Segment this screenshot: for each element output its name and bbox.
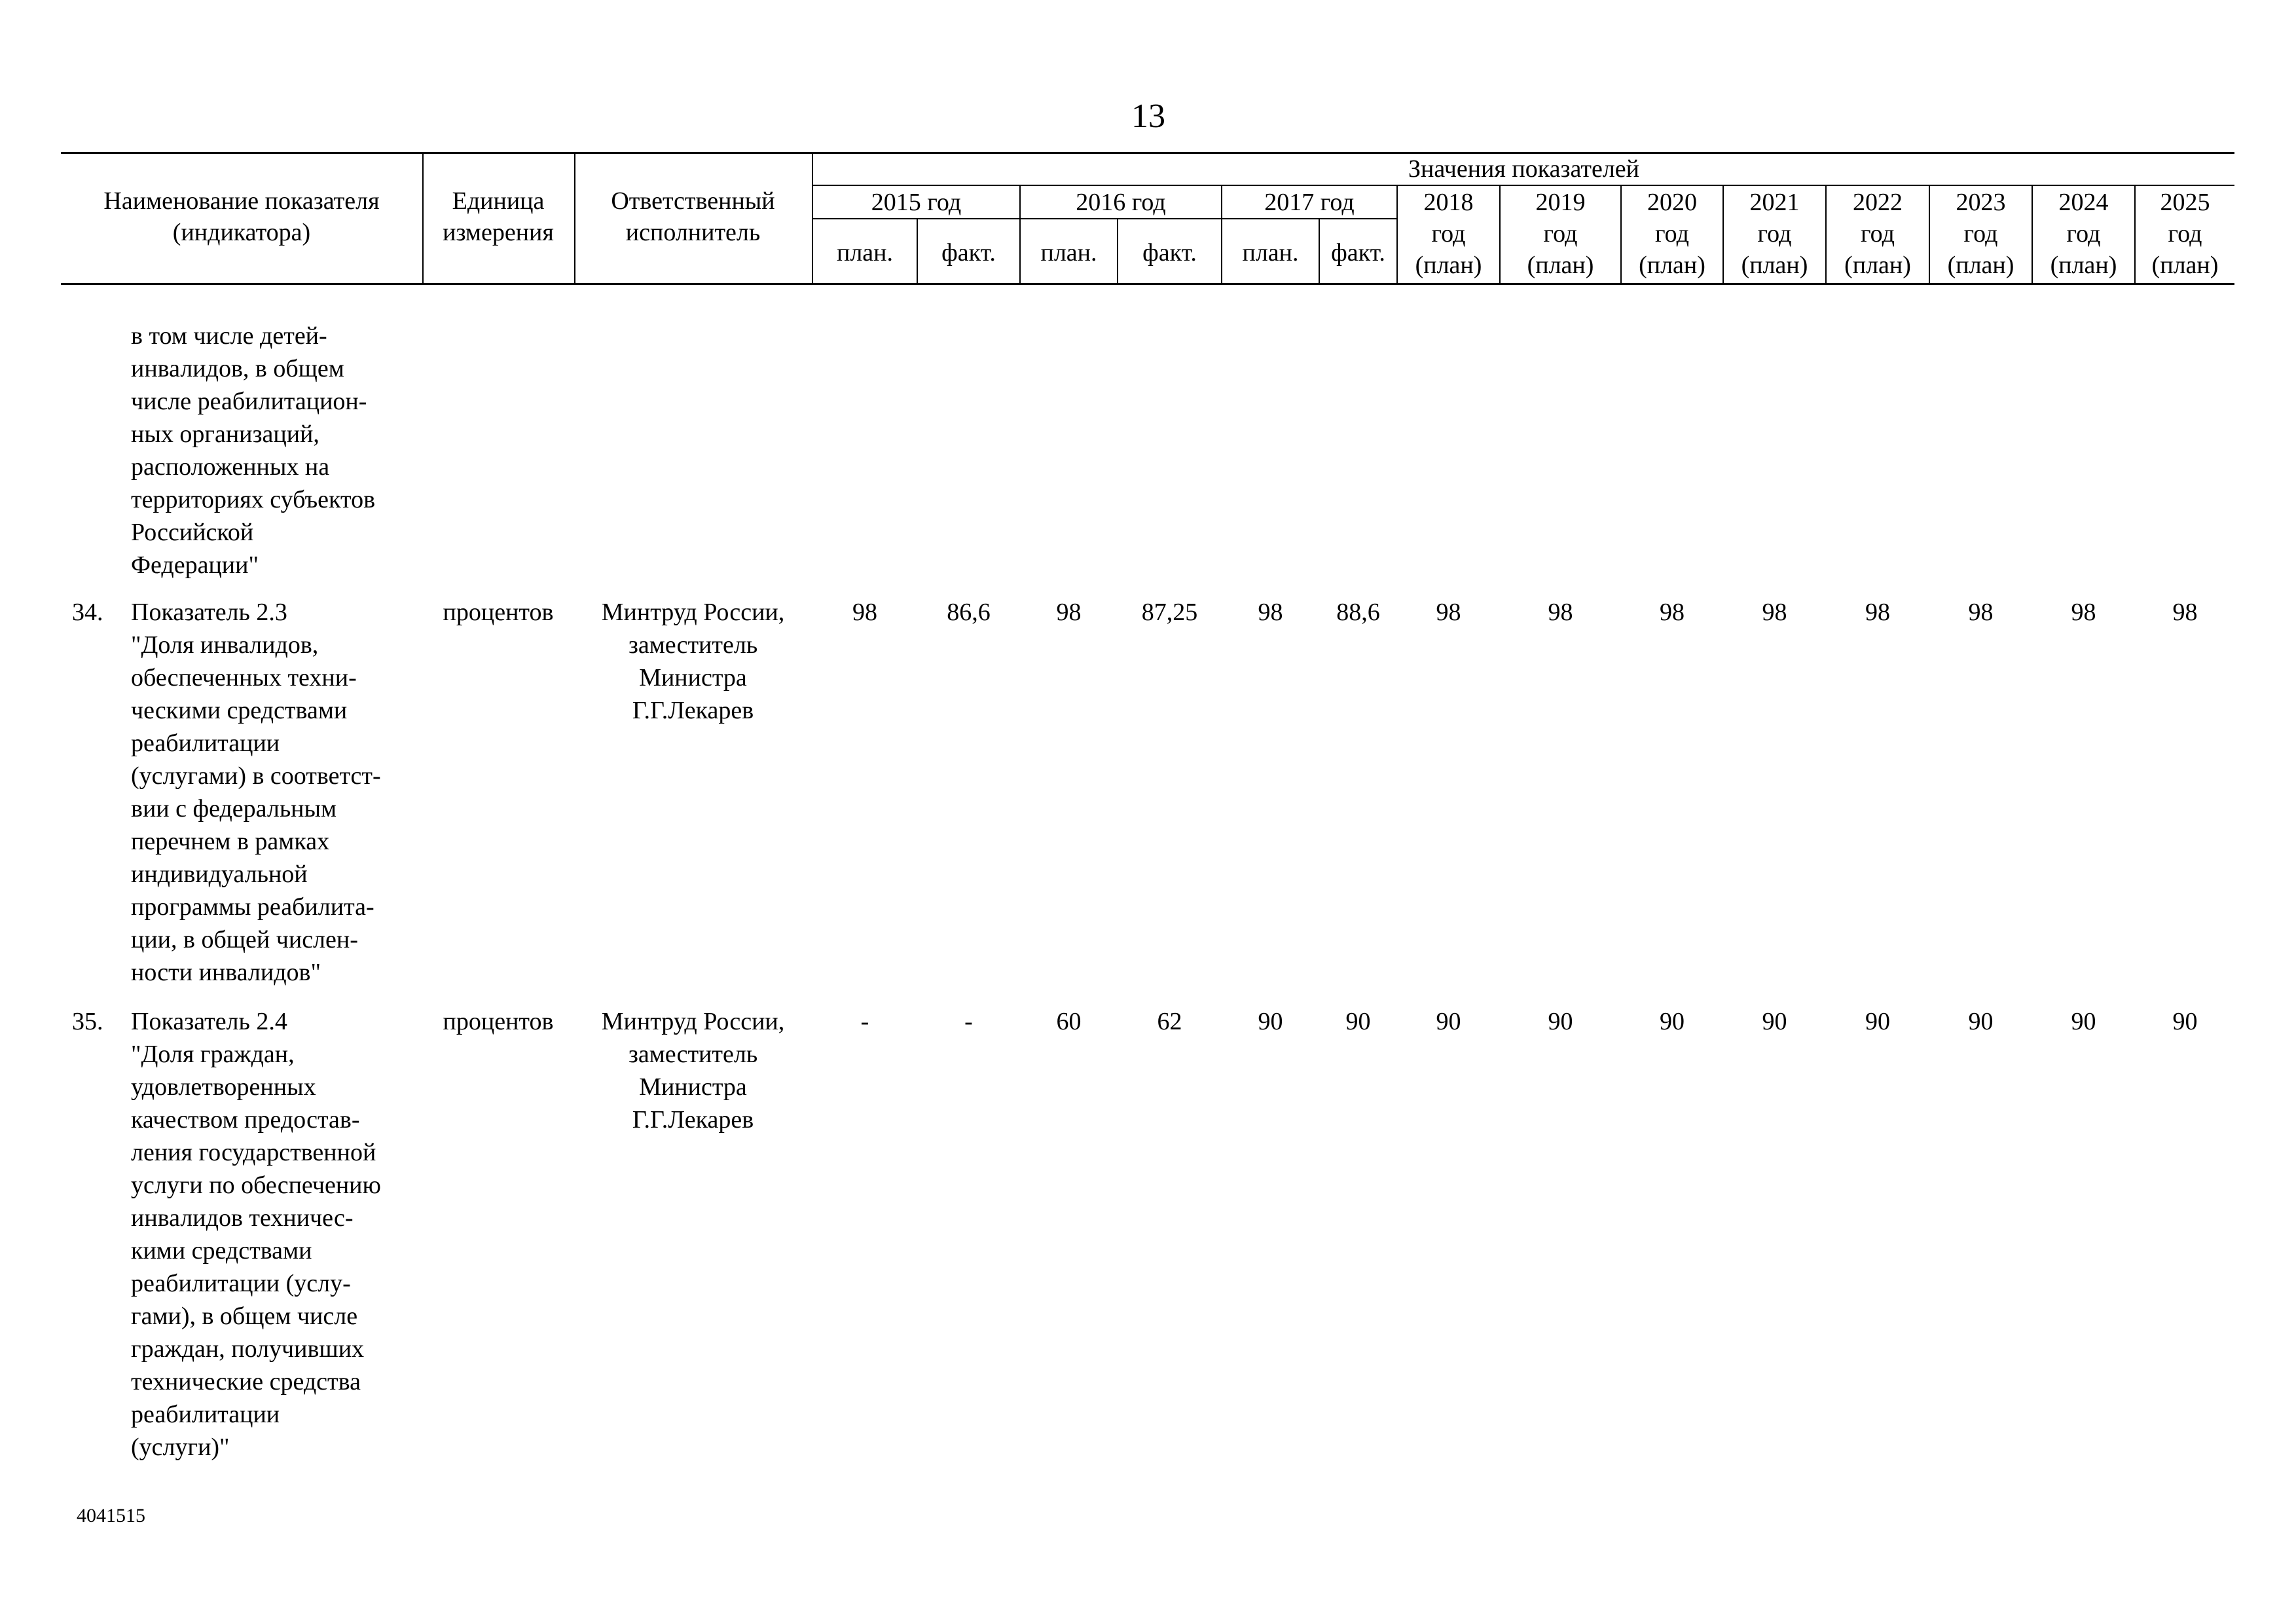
row-value: 88,6 (1336, 599, 1380, 626)
header-year-2025 (2136, 187, 2234, 281)
years-pf-rule (812, 218, 1396, 219)
header-values-group: Значения показателей (1408, 155, 1639, 183)
row-value: 98 (1660, 599, 1685, 626)
header-plan: план. (836, 239, 893, 267)
document-code: 4041515 (77, 1505, 145, 1526)
row-value: 90 (1258, 1008, 1283, 1035)
year-word: год (2168, 220, 2202, 248)
row-value: 98 (1436, 599, 1461, 626)
row-value: 90 (1968, 1008, 1994, 1035)
row-value: 90 (1660, 1008, 1685, 1035)
row-number: 35. (72, 1008, 103, 1035)
row-value: 90 (1548, 1008, 1573, 1035)
header-executor: Ответственный исполнитель (611, 187, 775, 246)
year-word: год (1861, 220, 1895, 248)
row-value: 90 (1345, 1008, 1371, 1035)
table-header-bottom-rule (61, 283, 2234, 285)
header-indicator-name: Наименование показателя (индикатора) (103, 187, 380, 246)
year-plan-note: (план) (1527, 251, 1594, 279)
row-value: 90 (1865, 1008, 1890, 1035)
header-year-2023 (1930, 187, 2032, 281)
row-value: 98 (1865, 599, 1890, 626)
row-value: 98 (1968, 599, 1994, 626)
row-value: 62 (1157, 1008, 1182, 1035)
year-plan-note: (план) (1415, 251, 1482, 279)
year-word: год (2066, 220, 2101, 248)
header-year-2015: 2015 год (871, 189, 962, 216)
year-number: 2021 (1749, 189, 1800, 216)
row-value: 87,25 (1141, 599, 1198, 626)
header-year-2018 (1398, 187, 1499, 281)
header-plan: план. (1040, 239, 1097, 267)
header-fact: факт. (1142, 239, 1197, 267)
header-year-2022 (1827, 187, 1929, 281)
row-value: 90 (2071, 1008, 2096, 1035)
year-word: год (1757, 220, 1792, 248)
row-value: 98 (1548, 599, 1573, 626)
header-plan: план. (1242, 239, 1299, 267)
row-indicator: в том числе детей- инвалидов, в общем числе реабилитацион- ных организаций, расположенных на территориях субъектов Российской Федерации" (131, 322, 376, 579)
year-number: 2022 (1853, 189, 1903, 216)
header-fact: факт. (1331, 239, 1385, 267)
year-plan-note: (план) (1844, 251, 1911, 279)
year-number: 2019 (1535, 189, 1586, 216)
row-unit: процентов (443, 1008, 554, 1035)
header-year-2024 (2033, 187, 2134, 281)
row-executor: Минтруд России, заместитель Министра Г.Г.Лекарев (601, 1008, 785, 1134)
year-plan-note: (план) (1741, 251, 1808, 279)
row-value: 98 (852, 599, 877, 626)
year-word: год (1431, 220, 1466, 248)
year-plan-note: (план) (2050, 251, 2117, 279)
header-unit: Единица измерения (443, 187, 554, 246)
row-unit: процентов (443, 599, 554, 626)
page-number: 13 (1131, 98, 1165, 135)
row-indicator: Показатель 2.3 "Доля инвалидов, обеспеченных техни- ческими средствами реабилитации (услугами) в соответст- вии с федеральным перечнем в рамках индивидуальной программы реабилита- ции, в общей числен- ности инвалидов" (131, 599, 381, 986)
row-value: 98 (2172, 599, 2198, 626)
row-value: 98 (2071, 599, 2096, 626)
row-value: 60 (1056, 1008, 1082, 1035)
year-number: 2024 (2058, 189, 2109, 216)
row-value: 98 (1762, 599, 1787, 626)
year-plan-note: (план) (1639, 251, 1705, 279)
header-fact: факт. (941, 239, 996, 267)
row-value: 90 (1436, 1008, 1461, 1035)
year-word: год (1963, 220, 1998, 248)
header-year-2020 (1622, 187, 1722, 281)
year-number: 2020 (1647, 189, 1697, 216)
row-executor: Минтруд России, заместитель Министра Г.Г.Лекарев (601, 599, 785, 724)
year-word: год (1543, 220, 1578, 248)
header-year-2019 (1501, 187, 1620, 281)
year-number: 2025 (2160, 189, 2210, 216)
header-year-2016: 2016 год (1076, 189, 1166, 216)
year-plan-note: (план) (2151, 251, 2219, 279)
year-number: 2023 (1956, 189, 2006, 216)
values-group-rule (812, 185, 2234, 186)
row-indicator: Показатель 2.4 "Доля граждан, удовлетворенных качеством предостав- ления государственной услуги по обеспечению инвалидов техничес- кими средствами реабилитации (услу- гами), в общем числе граждан, получивших технические средства реабилитации (услуги)" (131, 1008, 381, 1461)
row-value: - (860, 1008, 869, 1035)
header-year-2021 (1724, 187, 1825, 281)
year-word: год (1655, 220, 1689, 248)
row-value: 86,6 (947, 599, 991, 626)
year-plan-note: (план) (1947, 251, 2014, 279)
year-number: 2018 (1423, 189, 1474, 216)
row-number: 34. (72, 599, 103, 626)
row-value: 98 (1056, 599, 1082, 626)
row-value: - (964, 1008, 973, 1035)
row-value: 90 (1762, 1008, 1787, 1035)
header-year-2017: 2017 год (1264, 189, 1355, 216)
row-value: 98 (1258, 599, 1283, 626)
row-value: 90 (2172, 1008, 2198, 1035)
